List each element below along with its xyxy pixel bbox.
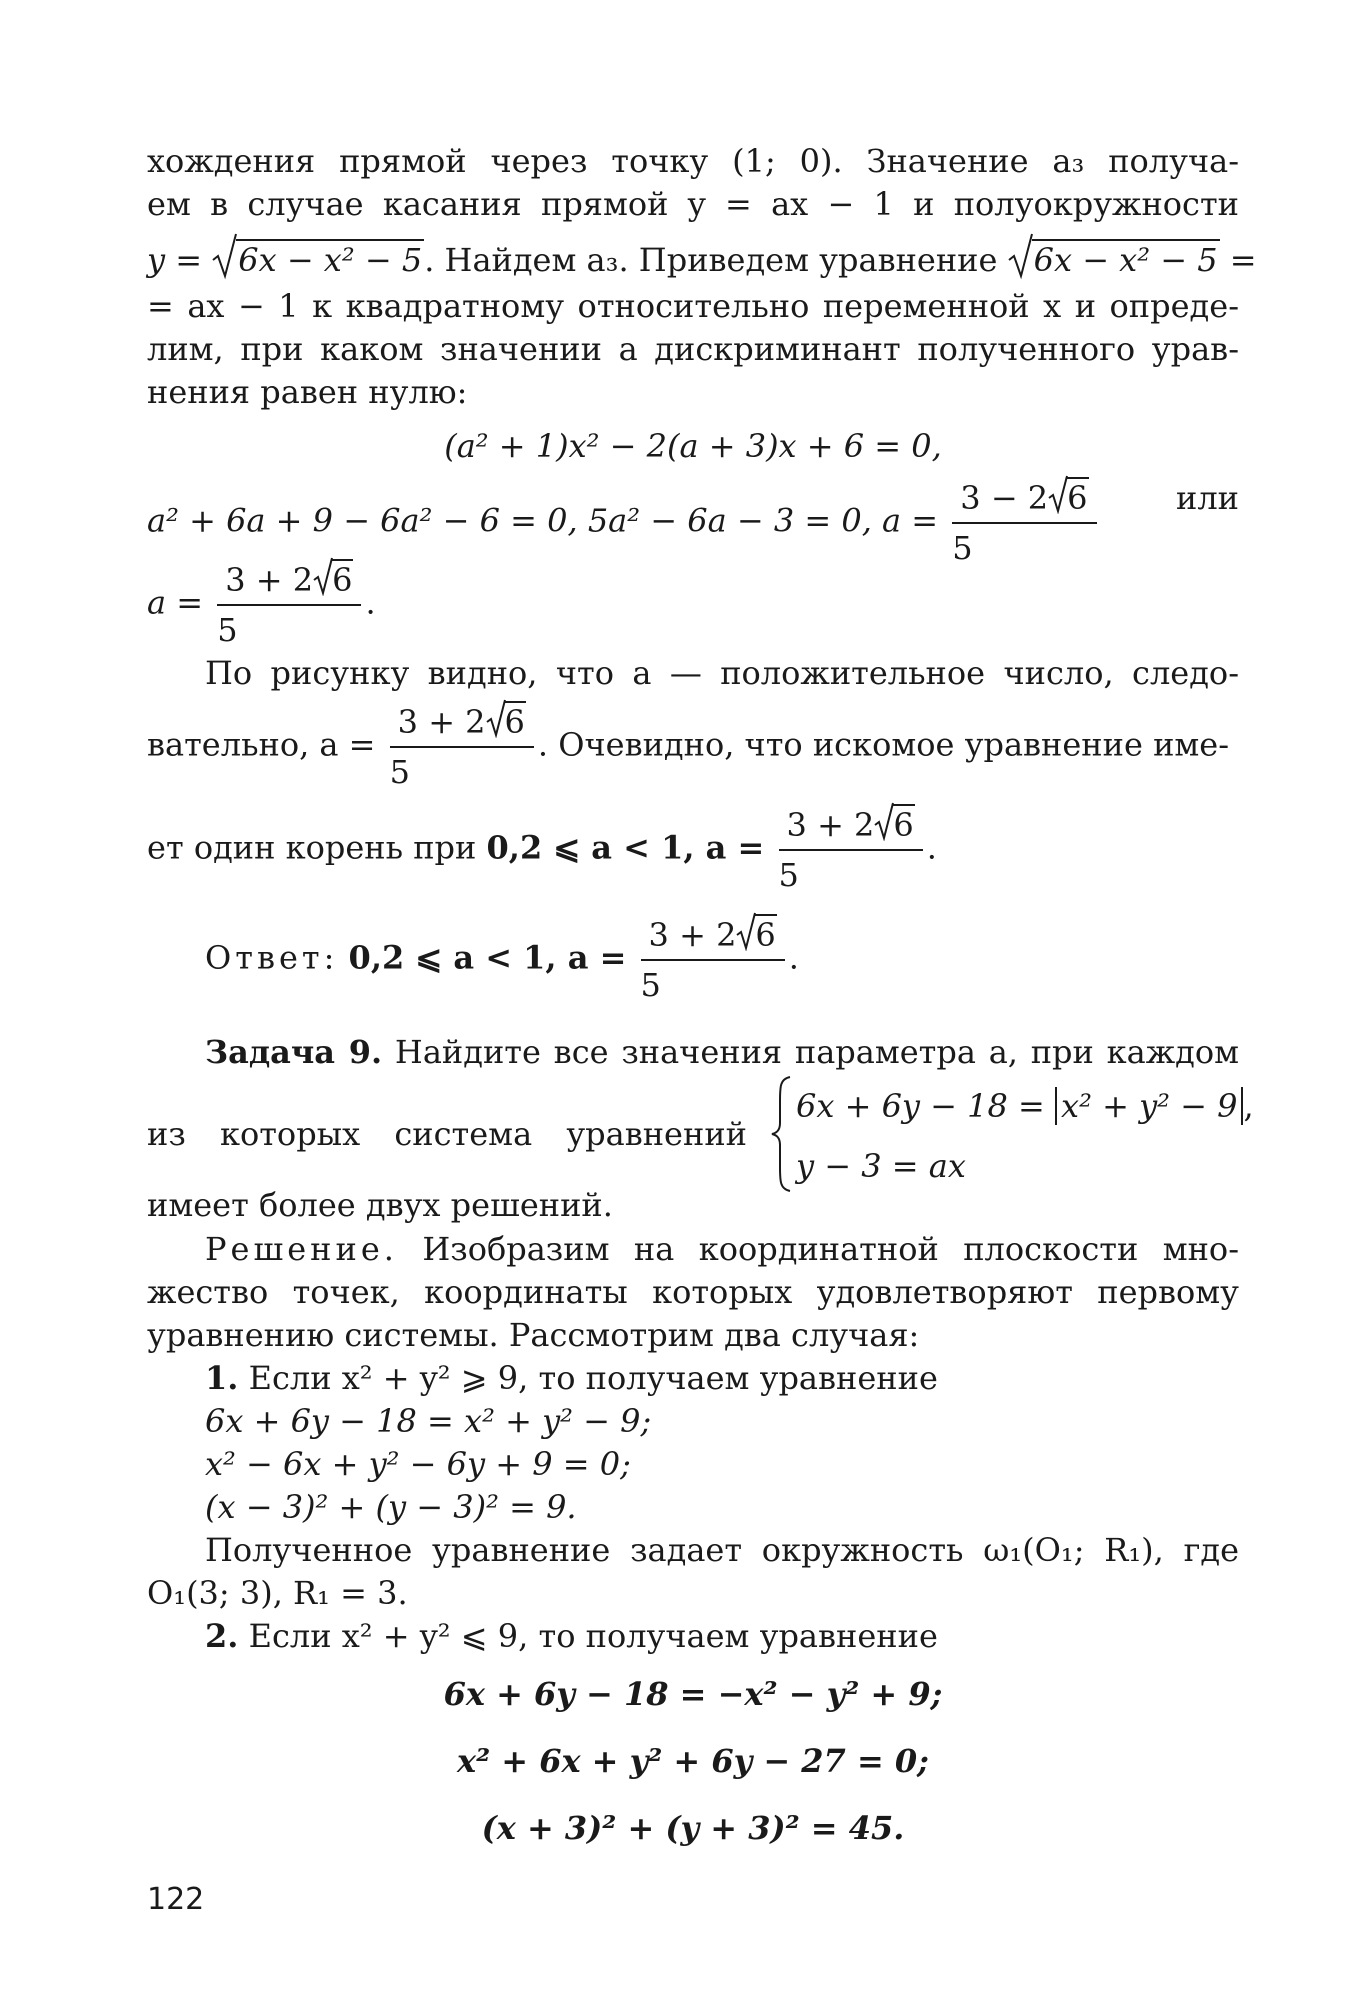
fraction-a-minus: 3 − 2 6 5 (952, 476, 1096, 570)
solution-line-2: жество точек, координаты которых удовлетворяют первому (147, 1273, 1239, 1311)
system-equation-2: y − 3 = ax (796, 1147, 966, 1185)
case-2-line: 2. Если x² + y² ⩽ 9, то получаем уравнение (205, 1617, 938, 1655)
answer-label: Ответ: (205, 938, 339, 977)
radical-sign-icon (313, 556, 333, 596)
text-line-9: a = 3 + 2 6 5 . (147, 558, 1239, 652)
text-line-4: = ax − 1 к квадратному относительно переменной x и опреде- (147, 287, 1239, 325)
fraction-one-root: 3 + 2 6 5 (779, 803, 923, 897)
case-2-equation-1: 6x + 6y − 18 = −x² − y² + 9; (443, 1675, 943, 1713)
radical-sign-icon (486, 698, 506, 738)
fraction-answer: 3 + 2 6 5 (641, 913, 785, 1007)
radical-sign-icon (1008, 232, 1034, 280)
radical-sign-icon (212, 232, 238, 280)
solution-line-1: Решение. Изобразим на координатной плоскости мно- (205, 1230, 1239, 1268)
equation-quadratic: (a² + 1)x² − 2(a + 3)x + 6 = 0, (444, 427, 942, 465)
text-line-5: лим, при каком значении a дискриминант полученного урав- (147, 330, 1239, 368)
text-line-2: ем в случае касания прямой y = ax − 1 и полуокружности (147, 185, 1239, 223)
text-line-8: a² + 6a + 9 − 6a² − 6 = 0, 5a² − 6a − 3 = 0, a = 3 − 2 6 5 или (147, 476, 1239, 570)
radical-sign-icon (874, 801, 894, 841)
fraction-conclusion: 3 + 2 6 5 (390, 700, 534, 794)
task-label: Задача 9. (205, 1033, 383, 1071)
case-1-result-2: O₁(3; 3), R₁ = 3. (147, 1574, 408, 1612)
sqrt-expression-2: 6x − x² − 5 (1008, 238, 1220, 282)
case-1-equation-3: (x − 3)² + (y − 3)² = 9. (205, 1488, 577, 1526)
text-line-11: вательно, a = 3 + 2 6 5 . Очевидно, что искомое уравнение име- (147, 700, 1239, 794)
task-9-line-3: имеет более двух решений. (147, 1186, 613, 1224)
case-2-equation-3: (x + 3)² + (y + 3)² = 45. (481, 1809, 905, 1847)
task-9-line-1: Задача 9. Найдите все значения параметра a, при каждом (205, 1033, 1240, 1071)
find-a3-text: . Найдем a₃. Приведем уравнение (424, 241, 998, 279)
fraction-a-plus: 3 + 2 6 5 (217, 558, 361, 652)
task-9-line-2: из которых система уравнений (147, 1115, 747, 1153)
text-line-6: нения равен нулю: (147, 373, 468, 411)
text-line-3 (147, 238, 1257, 282)
radical-sign-icon (736, 911, 756, 951)
answer-line: Ответ: 0,2 ⩽ a < 1, a = 3 + 2 6 5 . (205, 913, 1297, 1007)
absolute-value: x² + y² − 9 (1055, 1087, 1243, 1125)
equals-sign: = (1229, 241, 1257, 279)
system-equation-1: 6x + 6y − 18 = x² + y² − 9 , (796, 1087, 1254, 1125)
text-line-10: По рисунку видно, что a — положительное число, следо- (205, 654, 1239, 692)
sqrt-expression-1: 6x − x² − 5 (212, 238, 424, 282)
solution-label: Решение. (205, 1230, 398, 1268)
page-number: 122 (147, 1882, 205, 1917)
system-brace-icon (770, 1075, 794, 1193)
case-1-equation-1: 6x + 6y − 18 = x² + y² − 9; (205, 1402, 652, 1440)
case-1-equation-2: x² − 6x + y² − 6y + 9 = 0; (205, 1445, 631, 1483)
case-2-equation-2: x² + 6x + y² + 6y − 27 = 0; (457, 1742, 929, 1780)
case-1-result-1: Полученное уравнение задает окружность ω₁(O₁; R₁), где (205, 1531, 1239, 1569)
radical-sign-icon (1048, 474, 1068, 514)
text-line-12: ет один корень при 0,2 ⩽ a < 1, a = 3 + 2 6 5 . (147, 803, 1239, 897)
case-1-line: 1. Если x² + y² ⩾ 9, то получаем уравнение (205, 1359, 938, 1397)
text-line-1: хождения прямой через точку (1; 0). Значение a₃ получа- (147, 142, 1239, 180)
solution-line-3: уравнению системы. Рассмотрим два случая: (147, 1316, 920, 1354)
y-equals: y = (147, 241, 203, 279)
